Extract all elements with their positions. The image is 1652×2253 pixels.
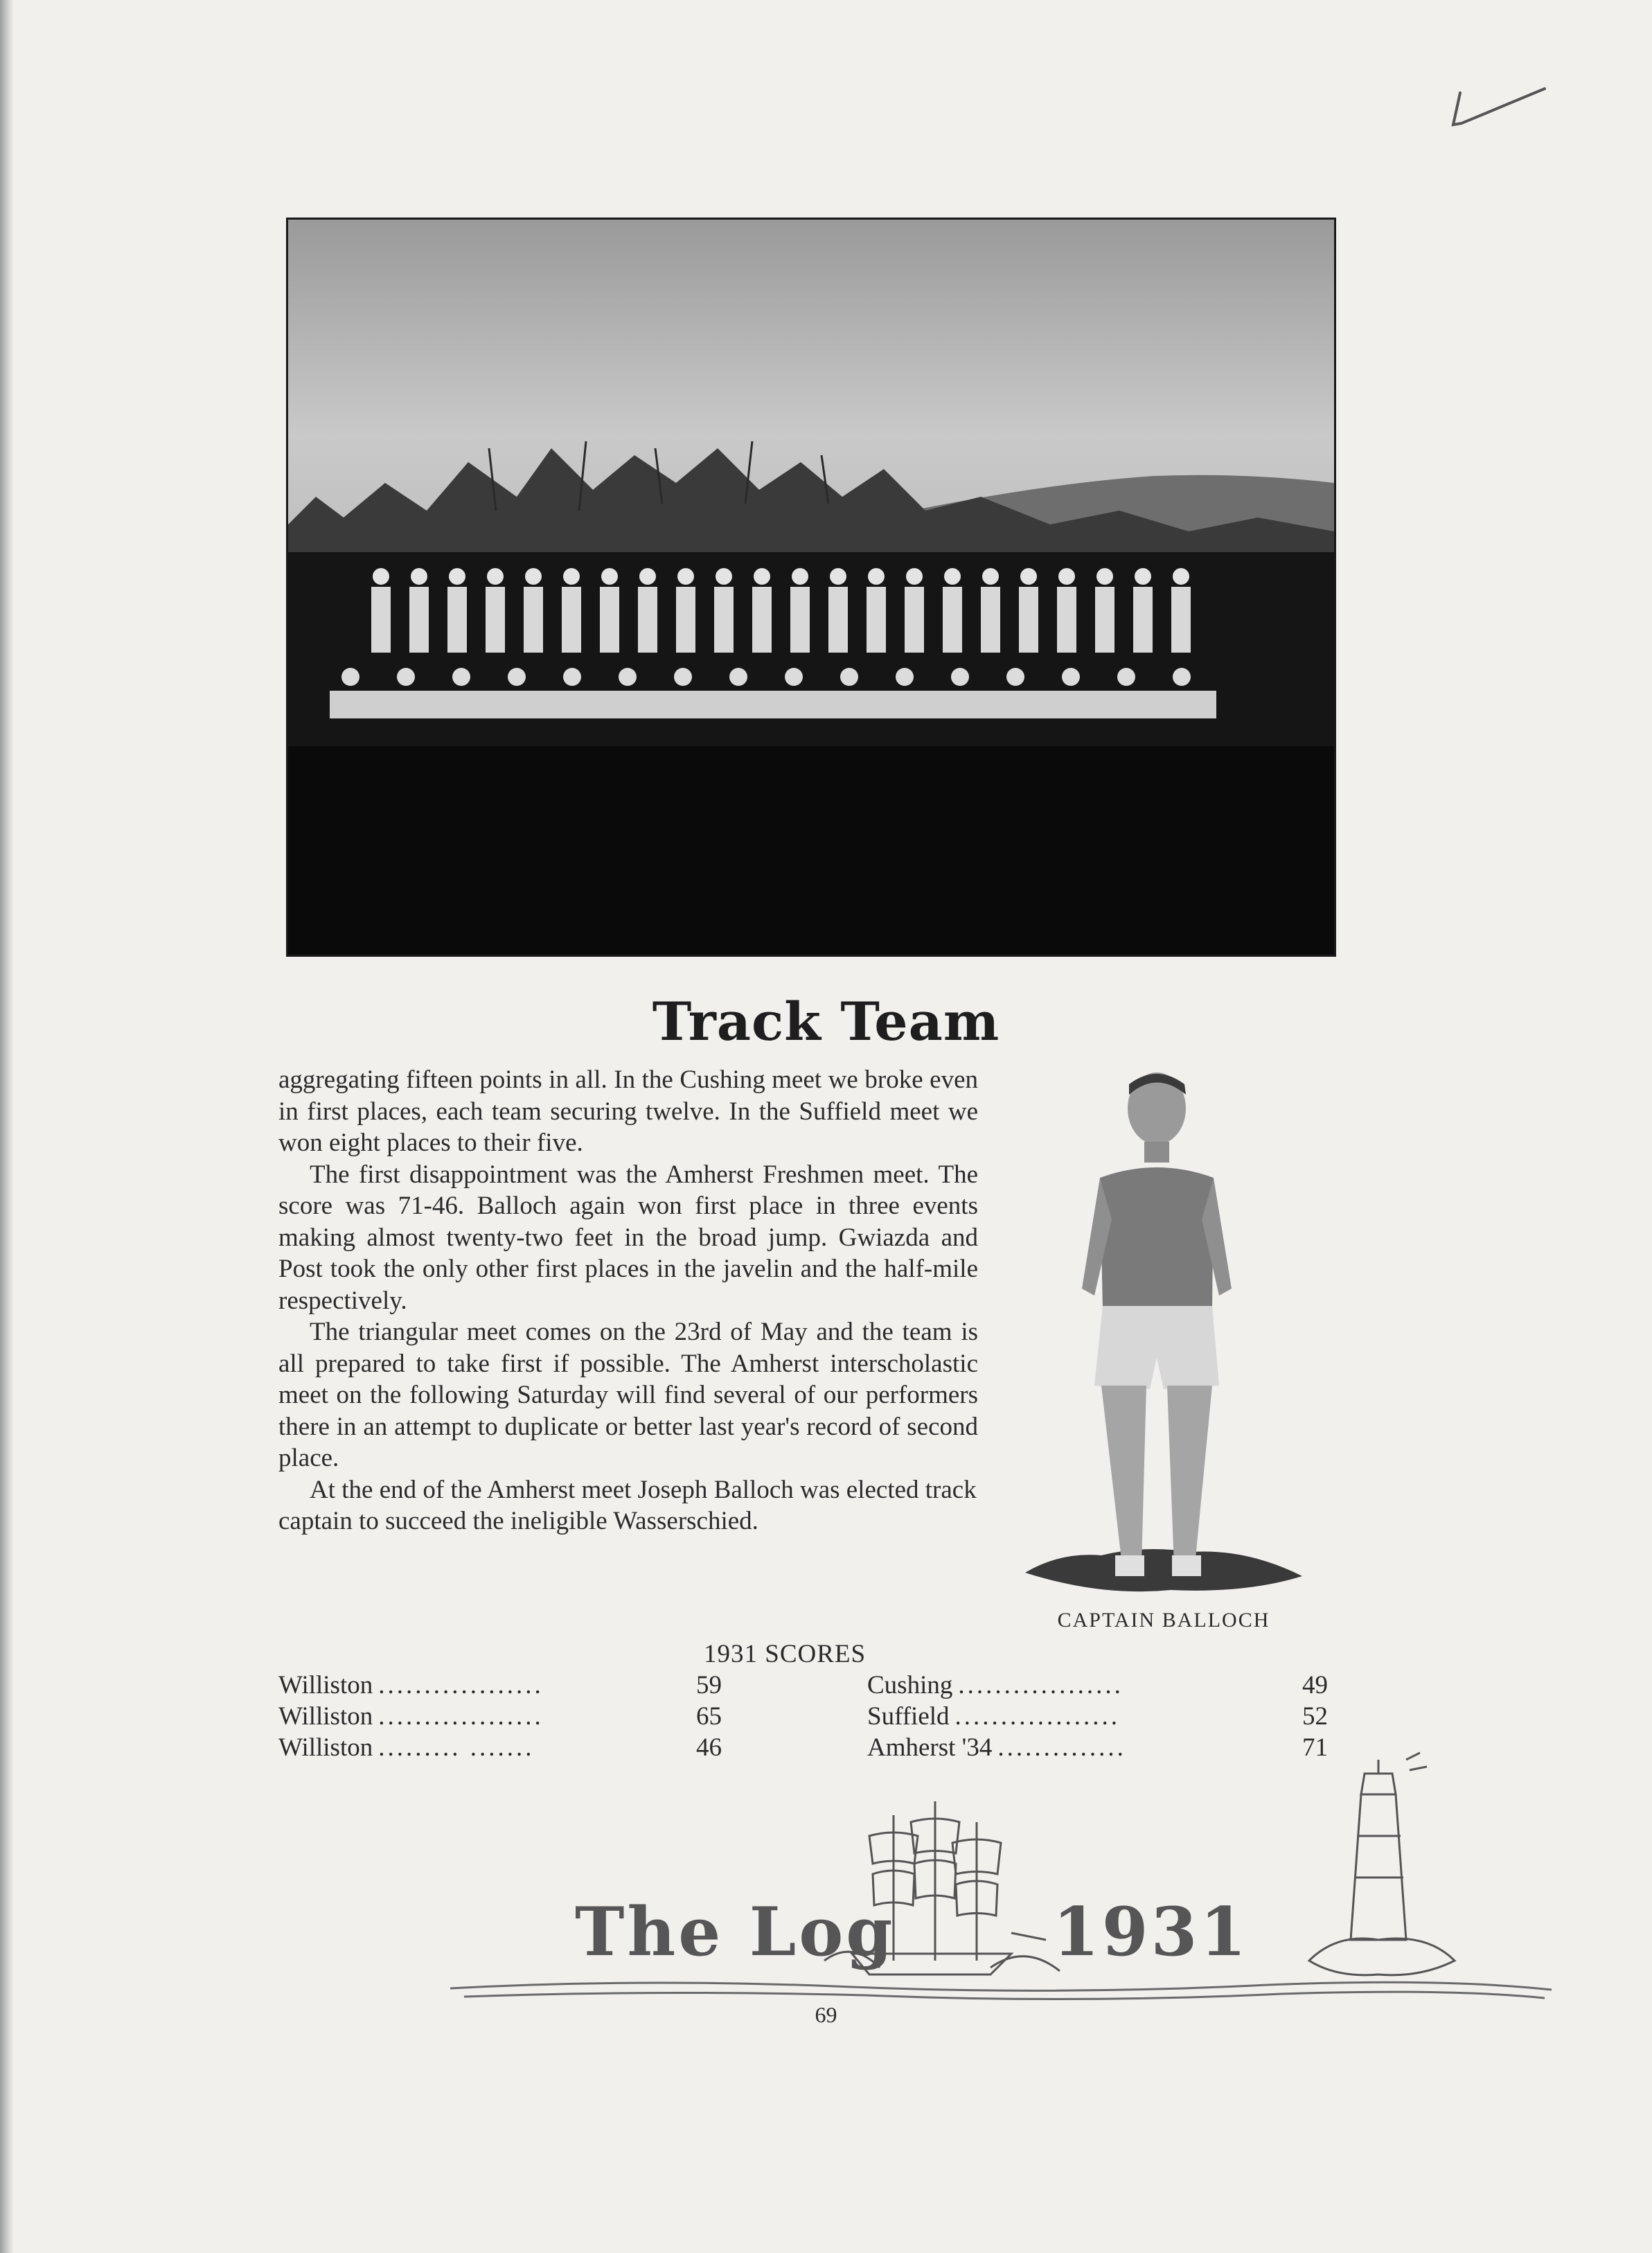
leader-dots: ..............: [997, 1733, 1126, 1762]
score-points: 46: [696, 1733, 722, 1762]
captain-photograph: [1018, 1067, 1309, 1600]
checkmark-icon: [1448, 82, 1552, 137]
score-team: Williston: [278, 1733, 373, 1762]
score-points: 52: [1302, 1702, 1328, 1731]
footer-year: 1931: [1053, 1893, 1250, 1971]
score-row: [278, 1670, 722, 1701]
paragraph: The triangular meet comes on the 23rd of May and the team is all prepared to take first if possible. The Amherst interscholastic meet on the following Saturday will find several of our performers there in an attempt to duplicate or better last year's record of second place.: [278, 1318, 978, 1472]
score-row: [867, 1701, 1328, 1732]
page-binding-edge: [0, 0, 14, 2253]
paragraph: aggregating fifteen points in all. In the Cushing meet we broke even in first places, each team securing twelve. In the Suffield meet we won eight places to their five.: [278, 1066, 978, 1157]
score-team: Williston: [278, 1702, 373, 1731]
footer-log-title: The Log: [575, 1893, 896, 1971]
page-title: Track Team: [652, 991, 1000, 1052]
score-row: [278, 1701, 722, 1732]
leader-dots: ......... .......: [378, 1733, 535, 1762]
page-number: 69: [815, 2002, 837, 2027]
leader-dots: ..................: [378, 1702, 544, 1731]
photo-caption: CAPTAIN BALLOCH: [1057, 1609, 1270, 1632]
score-points: 59: [696, 1671, 722, 1699]
lighthouse-icon: [1309, 1753, 1455, 1975]
score-row: [867, 1670, 1328, 1701]
paragraph: The first disappointment was the Amherst Freshmen meet. The score was 71-46. Balloch again won first place in three events making almost twenty-two feet in the broad jump. Gwiazda and Post took the only other first places in the javelin and the half-mile respectively.: [278, 1160, 978, 1315]
score-team: Suffield: [867, 1702, 950, 1731]
footer-illustration: [436, 1732, 1558, 2016]
article-body: [278, 1064, 978, 1537]
scores-heading: 1931 SCORES: [704, 1640, 867, 1668]
score-team: Cushing: [867, 1671, 953, 1699]
paragraph: At the end of the Amherst meet Joseph Balloch was elected track captain to succeed the ineligible Wasserschied.: [278, 1475, 977, 1535]
score-team: Amherst '34: [867, 1733, 993, 1762]
leader-dots: ..................: [378, 1671, 544, 1699]
leader-dots: ..................: [954, 1702, 1121, 1731]
score-points: 65: [696, 1702, 722, 1731]
score-team: Williston: [278, 1671, 373, 1699]
score-points: 49: [1302, 1671, 1328, 1699]
leader-dots: ..................: [958, 1671, 1123, 1699]
team-photograph: [286, 218, 1336, 957]
score-points: 71: [1302, 1733, 1328, 1762]
